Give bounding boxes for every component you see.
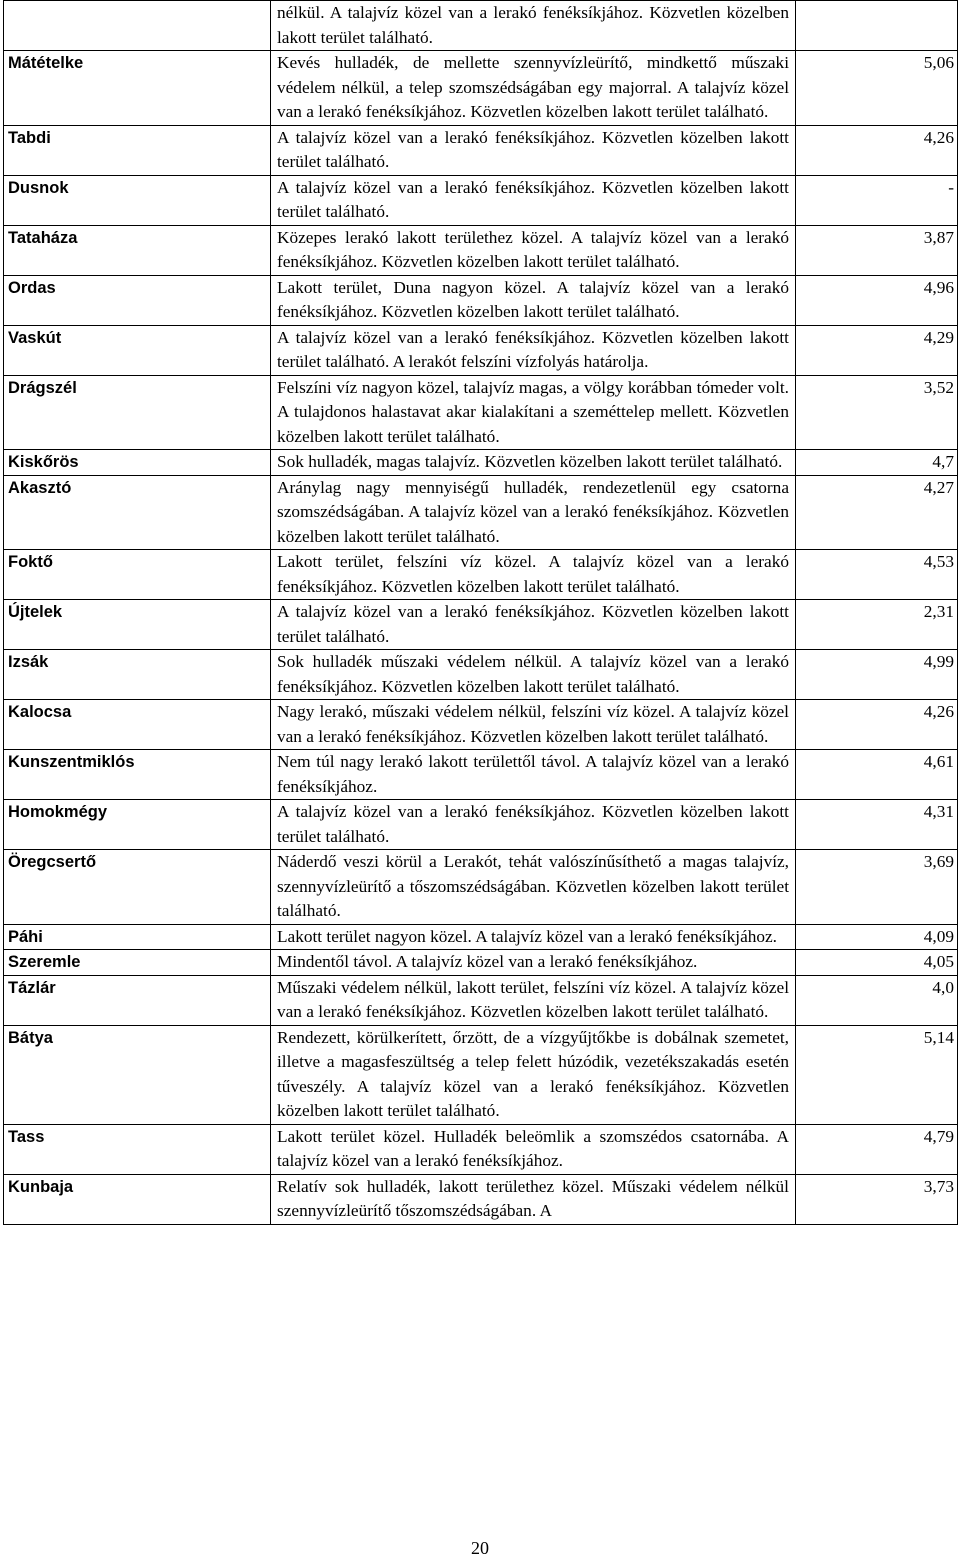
site-description: Kevés hulladék, de mellette szennyvízleürítő, mindkettő műszaki védelem nélkül, a telep szomszédságában egy majorral. A talajvíz közel van a lerakó fenéksíkjához. Közvetlen közelben lakott terület található. — [271, 51, 796, 126]
table-row — [4, 325, 958, 375]
risk-value: 4,7 — [796, 450, 958, 476]
site-description: A talajvíz közel van a lerakó fenéksíkjához. Közvetlen közelben lakott terület található. — [271, 125, 796, 175]
settlement-name: Bátya — [4, 1025, 271, 1124]
risk-value: 3,73 — [796, 1174, 958, 1224]
site-description: Sok hulladék, magas talajvíz. Közvetlen közelben lakott terület található. — [271, 450, 796, 476]
settlement-name: Szeremle — [4, 950, 271, 976]
site-description: Műszaki védelem nélkül, lakott terület, felszíni víz közel. A talajvíz közel van a lerakó fenéksíkjához. Közvetlen közelben lakott terület található. — [271, 975, 796, 1025]
risk-value: - — [796, 175, 958, 225]
settlement-name: Tázlár — [4, 975, 271, 1025]
site-description: Rendezett, körülkerített, őrzött, de a vízgyűjtőkbe is dobálnak szemetet, illetve a magasfeszültség a telep felett húzódik, vezetékszakadás esetén tűveszély. A talajvíz közel van a lerakó fenéksíkjához. Közvetlen közelben lakott terület található. — [271, 1025, 796, 1124]
risk-value: 4,96 — [796, 275, 958, 325]
settlement-name: Páhi — [4, 924, 271, 950]
site-description: nélkül. A talajvíz közel van a lerakó fenéksíkjához. Közvetlen közelben lakott terület található. — [271, 1, 796, 51]
risk-value: 4,26 — [796, 700, 958, 750]
table-row — [4, 475, 958, 550]
risk-value: 4,53 — [796, 550, 958, 600]
site-description: Relatív sok hulladék, lakott területhez közel. Műszaki védelem nélkül szennyvízleürítő tőszomszédságában. A — [271, 1174, 796, 1224]
table-row — [4, 600, 958, 650]
settlement-name: Vaskút — [4, 325, 271, 375]
table-row — [4, 1174, 958, 1224]
table-row — [4, 450, 958, 476]
risk-value: 4,26 — [796, 125, 958, 175]
risk-value: 4,79 — [796, 1124, 958, 1174]
site-description: A talajvíz közel van a lerakó fenéksíkjához. Közvetlen közelben lakott terület található. — [271, 600, 796, 650]
site-description: Náderdő veszi körül a Lerakót, tehát valószínűsíthető a magas talajvíz, szennyvízleürítő a tőszomszédságában. Közvetlen közelben lakott terület található. — [271, 850, 796, 925]
settlement-name: Öregcsertő — [4, 850, 271, 925]
risk-value: 3,52 — [796, 375, 958, 450]
risk-value: 5,14 — [796, 1025, 958, 1124]
site-description: A talajvíz közel van a lerakó fenéksíkjához. Közvetlen közelben lakott terület található. A lerakót felszíni vízfolyás határolja. — [271, 325, 796, 375]
site-description: Nem túl nagy lerakó lakott területtől távol. A talajvíz közel van a lerakó fenéksíkjához. — [271, 750, 796, 800]
settlement-name: Ordas — [4, 275, 271, 325]
risk-value: 4,29 — [796, 325, 958, 375]
site-description: Felszíni víz nagyon közel, talajvíz magas, a völgy korábban tómeder volt. A tulajdonos halastavat akar kialakítani a szeméttelep mellett. Közvetlen közelben lakott terület található. — [271, 375, 796, 450]
table-row — [4, 924, 958, 950]
risk-value: 4,61 — [796, 750, 958, 800]
table-row — [4, 275, 958, 325]
table-row — [4, 550, 958, 600]
site-description: Lakott terület, Duna nagyon közel. A talajvíz közel van a lerakó fenéksíkjához. Közvetlen közelben lakott terület található. — [271, 275, 796, 325]
risk-value: 2,31 — [796, 600, 958, 650]
settlement-name: Tataháza — [4, 225, 271, 275]
settlement-name: Kunszentmiklós — [4, 750, 271, 800]
table-row — [4, 125, 958, 175]
table-row — [4, 225, 958, 275]
site-description: Lakott terület, felszíni víz közel. A talajvíz közel van a lerakó fenéksíkjához. Közvetlen közelben lakott terület található. — [271, 550, 796, 600]
risk-value: 4,0 — [796, 975, 958, 1025]
risk-value: 4,09 — [796, 924, 958, 950]
risk-value: 5,06 — [796, 51, 958, 126]
settlement-name — [4, 1, 271, 51]
settlement-name: Tabdi — [4, 125, 271, 175]
site-description: Nagy lerakó, műszaki védelem nélkül, felszíni víz közel. A talajvíz közel van a lerakó fenéksíkjához. Közvetlen közelben lakott terület található. — [271, 700, 796, 750]
table-row — [4, 1124, 958, 1174]
risk-value: 4,31 — [796, 800, 958, 850]
table-body — [4, 1, 958, 1225]
settlement-name: Dusnok — [4, 175, 271, 225]
risk-value: 4,05 — [796, 950, 958, 976]
table-row — [4, 750, 958, 800]
table-row — [4, 650, 958, 700]
settlement-name: Foktő — [4, 550, 271, 600]
landfill-assessment-table — [3, 0, 958, 1225]
table-row — [4, 51, 958, 126]
settlement-name: Kalocsa — [4, 700, 271, 750]
table-row — [4, 950, 958, 976]
table-row — [4, 700, 958, 750]
site-description: Lakott terület nagyon közel. A talajvíz közel van a lerakó fenéksíkjához. — [271, 924, 796, 950]
settlement-name: Akasztó — [4, 475, 271, 550]
risk-value: 3,87 — [796, 225, 958, 275]
settlement-name: Tass — [4, 1124, 271, 1174]
table-row — [4, 850, 958, 925]
site-description: A talajvíz közel van a lerakó fenéksíkjához. Közvetlen közelben lakott terület található. — [271, 800, 796, 850]
settlement-name: Kiskőrös — [4, 450, 271, 476]
site-description: Közepes lerakó lakott területhez közel. A talajvíz közel van a lerakó fenéksíkjához. Közvetlen közelben lakott terület található. — [271, 225, 796, 275]
settlement-name: Homokmégy — [4, 800, 271, 850]
settlement-name: Drágszél — [4, 375, 271, 450]
site-description: A talajvíz közel van a lerakó fenéksíkjához. Közvetlen közelben lakott terület található. — [271, 175, 796, 225]
table-row — [4, 800, 958, 850]
table-row — [4, 975, 958, 1025]
table-row — [4, 175, 958, 225]
site-description: Aránylag nagy mennyiségű hulladék, rendezetlenül egy csatorna szomszédságában. A talajvíz közel van a lerakó fenéksíkjához. Közvetlen közelben lakott terület található. — [271, 475, 796, 550]
table-row — [4, 1, 958, 51]
risk-value: 4,27 — [796, 475, 958, 550]
settlement-name: Újtelek — [4, 600, 271, 650]
risk-value: 4,99 — [796, 650, 958, 700]
settlement-name: Mátételke — [4, 51, 271, 126]
settlement-name: Izsák — [4, 650, 271, 700]
site-description: Sok hulladék műszaki védelem nélkül. A talajvíz közel van a lerakó fenéksíkjához. Közvetlen közelben lakott terület található. — [271, 650, 796, 700]
risk-value — [796, 1, 958, 51]
risk-value: 3,69 — [796, 850, 958, 925]
site-description: Lakott terület közel. Hulladék beleömlik a szomszédos csatornába. A talajvíz közel van a lerakó fenéksíkjához. — [271, 1124, 796, 1174]
site-description: Mindentől távol. A talajvíz közel van a lerakó fenéksíkjához. — [271, 950, 796, 976]
table-row — [4, 375, 958, 450]
settlement-name: Kunbaja — [4, 1174, 271, 1224]
page-number: 20 — [471, 1538, 489, 1558]
table-row — [4, 1025, 958, 1124]
